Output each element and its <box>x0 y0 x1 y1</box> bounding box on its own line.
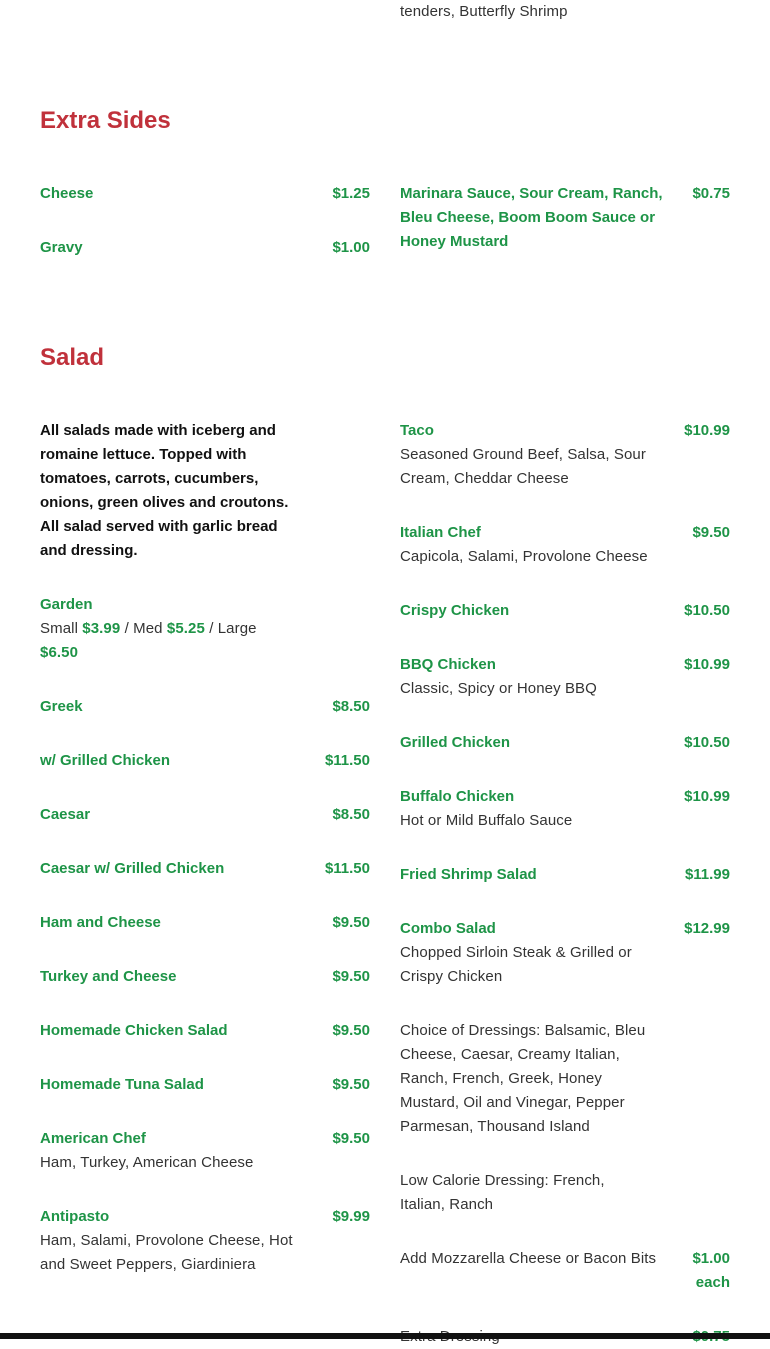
item-name: American Chef <box>40 1130 146 1147</box>
size-label: / Large <box>204 620 257 637</box>
item-price: $9.50 <box>332 1076 370 1093</box>
item-name: Marinara Sauce, Sour Cream, Ranch, <box>400 185 663 202</box>
item-name: Crispy Chicken <box>400 602 510 619</box>
item-name: Caesar <box>40 806 91 823</box>
item-name: BBQ Chicken <box>400 656 496 673</box>
item-description: Seasoned Ground Beef, Salsa, Sour <box>400 446 646 463</box>
item-description: tenders, Butterfly Shrimp <box>400 3 568 20</box>
salad-intro: All salads made with iceberg and <box>40 422 276 439</box>
item-name: Ham and Cheese <box>40 914 161 931</box>
salad-intro: tomatoes, carrots, cucumbers, <box>40 470 259 487</box>
item-price: $9.50 <box>332 1022 370 1039</box>
salad-intro: romaine lettuce. Topped with <box>40 446 247 463</box>
item-price: $9.50 <box>692 524 730 541</box>
item-name: Garden <box>40 596 93 613</box>
item-price: $11.99 <box>684 866 730 883</box>
item-price: $9.50 <box>332 968 370 985</box>
item-name: Turkey and Cheese <box>40 968 177 985</box>
item-price: $1.00 <box>332 239 370 256</box>
section-heading-extra-sides: Extra Sides <box>40 107 171 134</box>
item-price: $0.75 <box>692 185 730 202</box>
item-price: $11.50 <box>324 860 370 877</box>
item-price: $12.99 <box>684 920 730 937</box>
item-price: $10.50 <box>684 602 730 619</box>
salad-intro: and dressing. <box>40 542 138 559</box>
item-name: Italian Chef <box>400 524 481 541</box>
section-heading-salad: Salad <box>40 344 105 371</box>
item-name: Buffalo Chicken <box>400 788 515 805</box>
item-price: $9.50 <box>332 1130 370 1147</box>
item-name: Bleu Cheese, Boom Boom Sauce or <box>400 209 656 226</box>
item-description: Classic, Spicy or Honey BBQ <box>400 680 597 697</box>
item-description: Ham, Turkey, American Cheese <box>40 1154 254 1171</box>
item-name: w/ Grilled Chicken <box>40 752 171 769</box>
item-price: $10.99 <box>684 422 730 439</box>
low-calorie-info: Italian, Ranch <box>400 1196 494 1213</box>
item-description: Crispy Chicken <box>400 968 503 985</box>
item-name: Fried Shrimp Salad <box>400 866 537 883</box>
size-price: $3.99 <box>82 620 121 637</box>
dressings-info: Parmesan, Thousand Island <box>400 1118 590 1135</box>
addon-text: Add Mozzarella Cheese or Bacon Bits <box>400 1250 657 1267</box>
item-name: Combo Salad <box>400 920 496 937</box>
item-name: Grilled Chicken <box>400 734 511 751</box>
size-price: $5.25 <box>166 620 205 637</box>
dressings-info: Ranch, French, Greek, Honey <box>400 1070 602 1087</box>
item-description: Ham, Salami, Provolone Cheese, Hot <box>40 1232 293 1249</box>
item-name: Homemade Chicken Salad <box>40 1022 228 1039</box>
item-description: Capicola, Salami, Provolone Cheese <box>400 548 648 565</box>
item-name: Cheese <box>40 185 94 202</box>
item-description: Hot or Mild Buffalo Sauce <box>400 812 573 829</box>
item-name: Gravy <box>40 239 83 256</box>
size-label: Small <box>40 620 83 637</box>
salad-intro: onions, green olives and croutons. <box>40 494 289 511</box>
item-name: Homemade Tuna Salad <box>40 1076 204 1093</box>
salad-intro: All salad served with garlic bread <box>40 518 278 535</box>
price-unit: each <box>695 1274 730 1291</box>
item-name: Taco <box>400 422 434 439</box>
item-price: $9.99 <box>332 1208 370 1225</box>
item-price: $11.50 <box>324 752 370 769</box>
item-description: Cream, Cheddar Cheese <box>400 470 569 487</box>
item-name: Honey Mustard <box>400 233 509 250</box>
item-price: $1.00 <box>692 1250 730 1267</box>
dressings-info: Cheese, Caesar, Creamy Italian, <box>400 1046 620 1063</box>
item-price: $1.25 <box>332 185 370 202</box>
item-price: $9.50 <box>332 914 370 931</box>
item-description: and Sweet Peppers, Giardiniera <box>40 1256 256 1273</box>
item-price: $10.99 <box>684 788 730 805</box>
item-price: $8.50 <box>332 806 370 823</box>
item-description: Chopped Sirloin Steak & Grilled or <box>400 944 632 961</box>
size-price: $6.50 <box>40 644 79 661</box>
dressings-info: Choice of Dressings: Balsamic, Bleu <box>400 1022 646 1039</box>
garden-sizes <box>40 617 257 641</box>
dressings-info: Mustard, Oil and Vinegar, Pepper <box>400 1094 625 1111</box>
item-name: Greek <box>40 698 83 715</box>
item-price: $10.99 <box>684 656 730 673</box>
item-name: Antipasto <box>40 1208 110 1225</box>
size-label: / Med <box>120 620 167 637</box>
low-calorie-info: Low Calorie Dressing: French, <box>400 1172 605 1189</box>
item-price: $8.50 <box>332 698 370 715</box>
item-name: Caesar w/ Grilled Chicken <box>40 860 225 877</box>
bottom-bar <box>0 1333 770 1339</box>
item-price: $10.50 <box>684 734 730 751</box>
